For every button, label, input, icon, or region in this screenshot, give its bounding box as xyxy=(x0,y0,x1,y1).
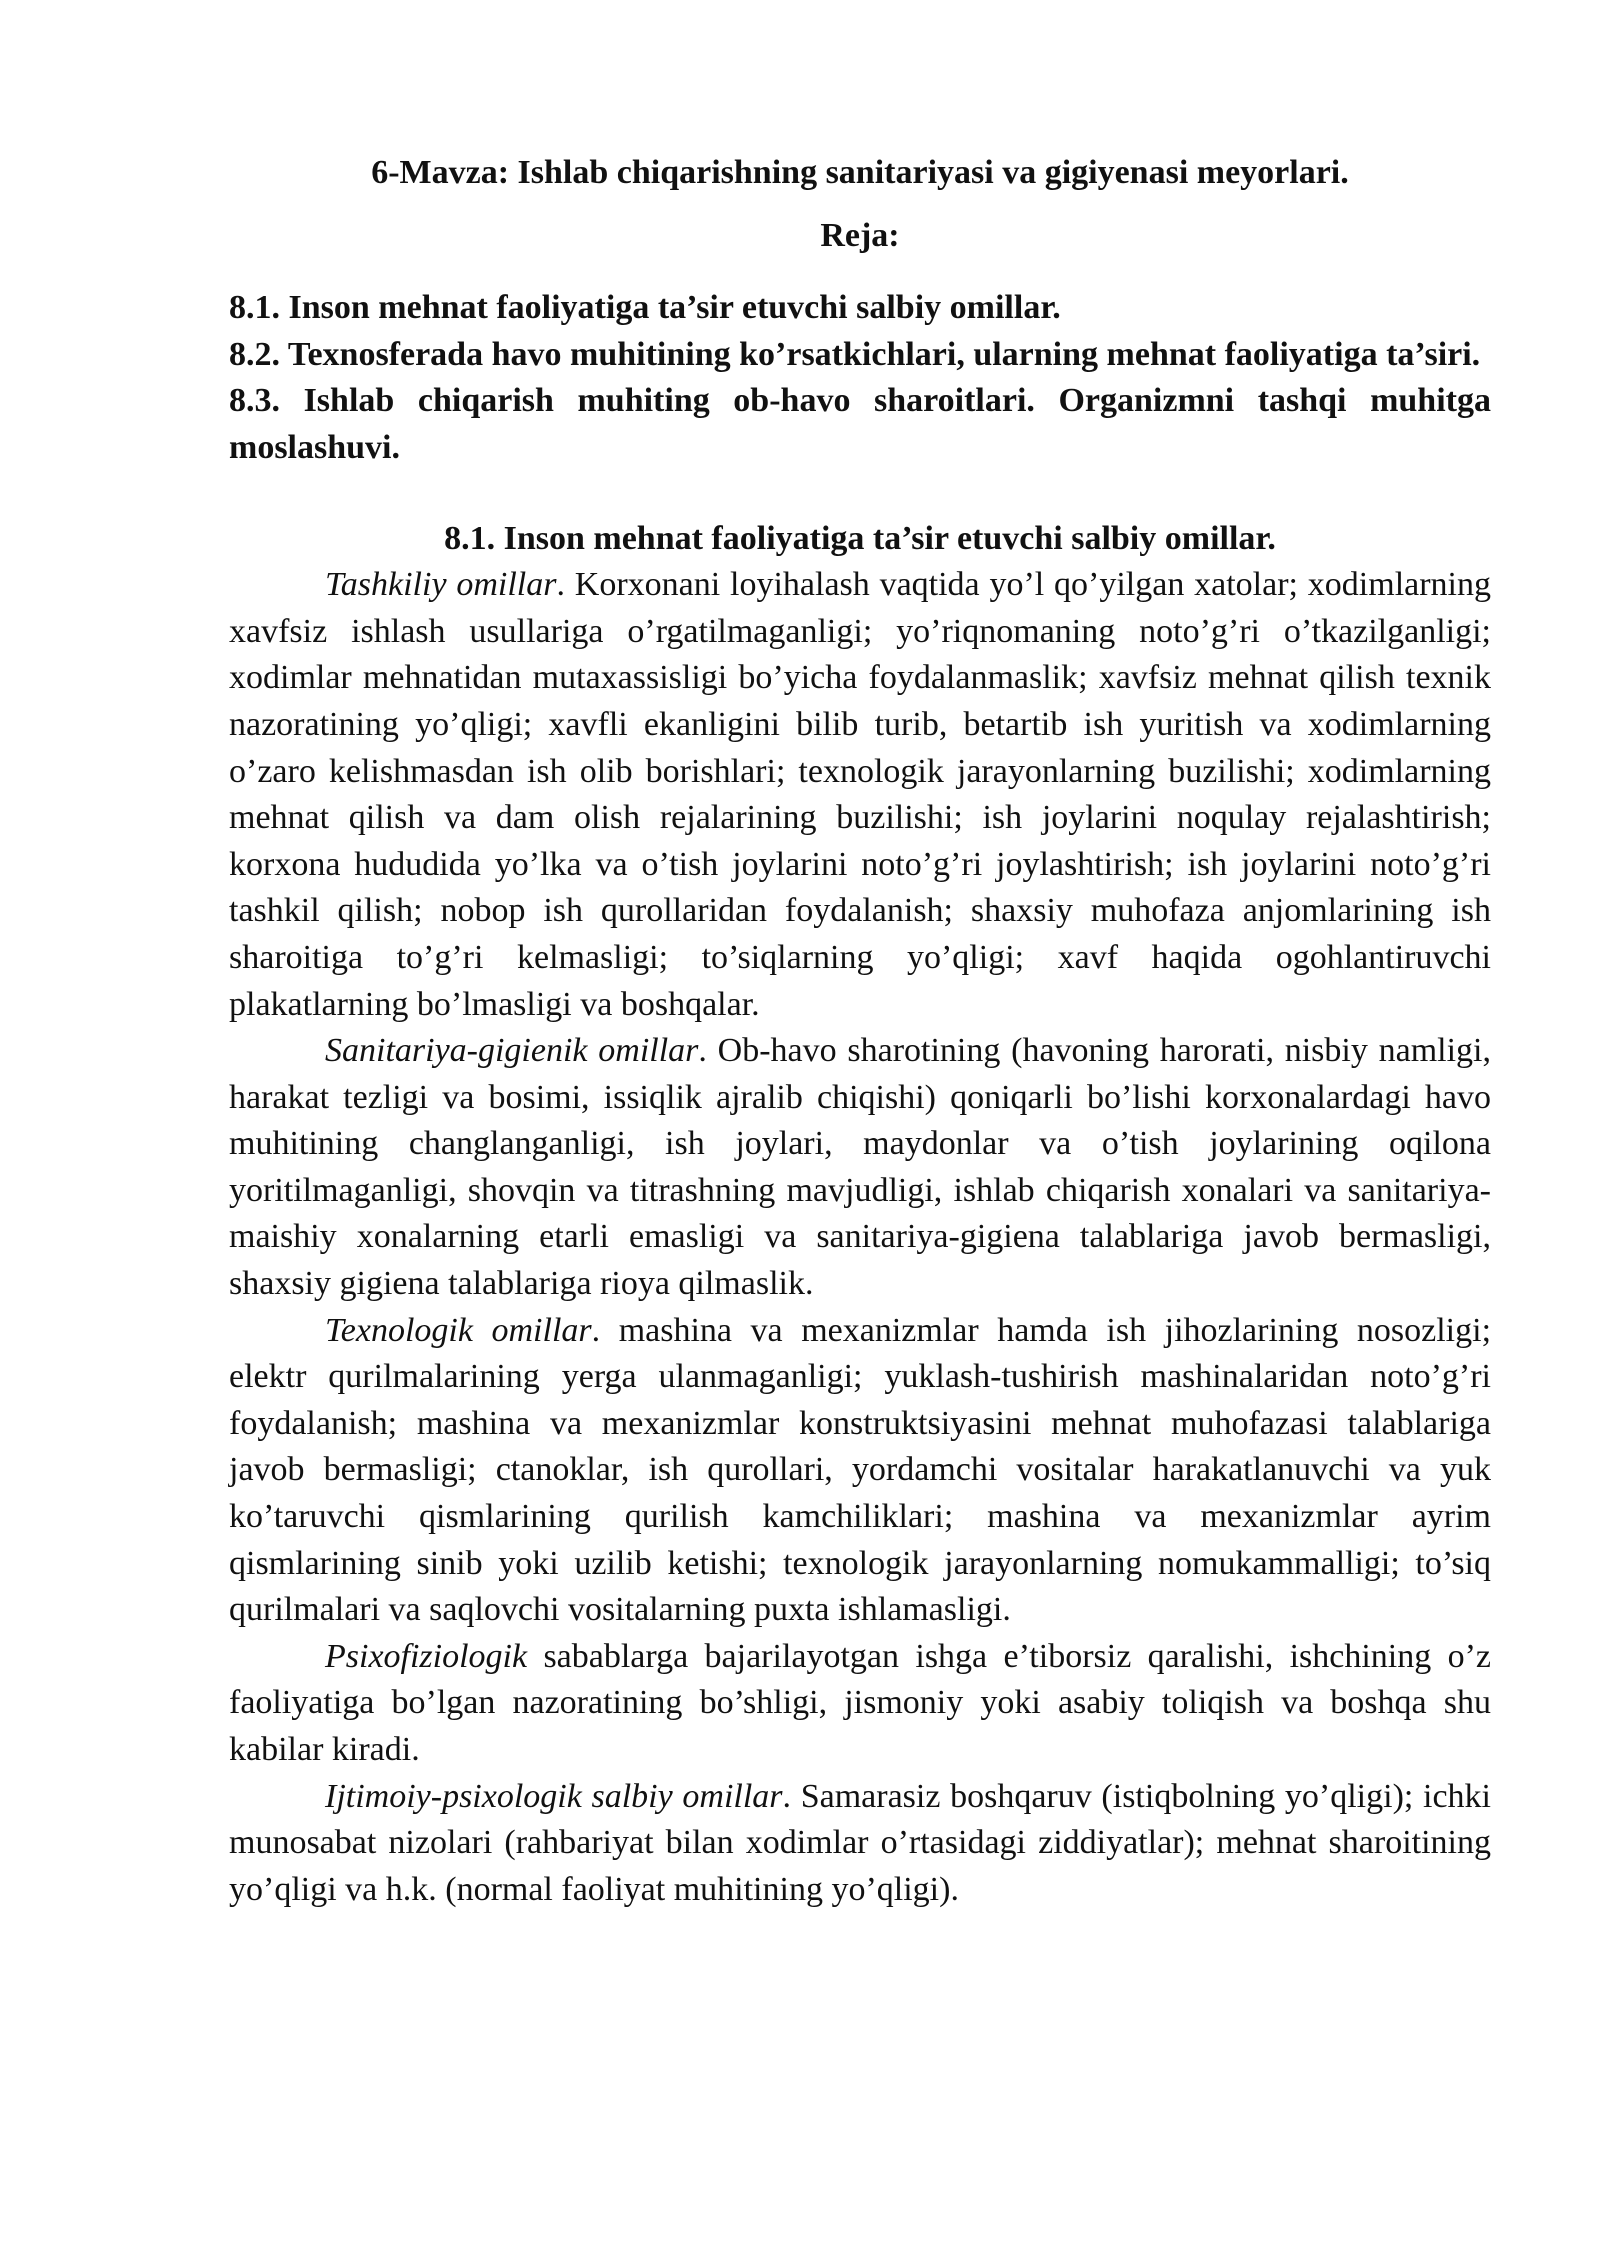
document-title: 6-Mavza: Ishlab chiqarishning sanitariyasi va gigiyenasi meyorlari. xyxy=(371,154,1349,191)
plan-item: 8.2. Texnosferada havo muhitining ko’rsatkichlari, ularning mehnat faoliyatiga ta’siri. xyxy=(229,335,1481,373)
document-page xyxy=(229,150,1491,1913)
plan-item: 8.1. Inson mehnat faoliyatiga ta’sir etuvchi salbiy omillar. xyxy=(229,289,1061,327)
paragraph-text: . Samarasiz boshqaruv (istiqbolning yo’qligi); ichki munosabat nizolari (rahbariyat bilan xodimlar o’rtasidagi ziddiyatlar); mehnat sharoitining yo’qligi va h.k. (normal faoliyat muhitining yo’qligi). xyxy=(229,1777,1491,1908)
paragraph-text: sabablarga bajarilayotgan ishga e’tiborsiz qaralishi, ishchining o’z faoliyatiga bo’lgan nazoratining bo’shligi, jismoniy yoki asabiy toliqish va boshqa shu kabilar kiradi. xyxy=(229,1637,1491,1768)
plan-list xyxy=(229,285,1491,471)
plan-item: 8.3. Ishlab chiqarish muhiting ob-havo sharoitlari. Organizmni tashqi muhitga moslashuvi. xyxy=(229,382,1491,466)
paragraph-text: . Korxonani loyihalash vaqtida yo’l qo’yilgan xatolar; xodimlarning xavfsiz ishlash usullariga o’rgatilmaganligi; yo’riqnomaning noto’g’ri o’tkazilganligi; xodimlar mehnatidan mutaxassisligi bo’yicha foydalanmaslik; xavfsiz mehnat qilish texnik nazoratining yo’qligi; xavfli ekanligini bilib turib, betartib ish yuritish va xodimlarning o’zaro kelishmasdan ish olib borishlari; texnologik jarayonlarning buzilishi; xodimlarning mehnat qilish va dam olish rejalarining buzilishi; ish joylarini noqulay rejalashtirish; korxona hududida yo’lka va o’tish joylarini noto’g’ri joylashtirish; ish joylarini noto’g’ri tashkil qilish; nobop ish qurollaridan foydalanish; shaxsiy muhofaza anjomlarining ish sharoitiga to’g’ri kelmasligi; to’siqlarning yo’qligi; xavf haqida ogohlantiruvchi plakatlarning bo’lmasligi va boshqalar. xyxy=(229,566,1491,1023)
paragraph-lead: Sanitariya-gigienik omillar xyxy=(325,1032,699,1070)
section-title: 8.1. Inson mehnat faoliyatiga ta’sir etuvchi salbiy omillar. xyxy=(444,519,1276,557)
plan-heading: Reja: xyxy=(820,216,900,254)
paragraph-lead: Tashkiliy omillar xyxy=(325,566,557,604)
paragraph-lead: Psixofiziologik xyxy=(325,1637,528,1675)
paragraph-lead: Ijtimoiy-psixologik salbiy omillar xyxy=(325,1777,783,1815)
paragraph-texnologik xyxy=(229,1308,1491,1634)
paragraph-text: . mashina va mexanizmlar hamda ish jihozlarining nosozligi; elektr qurilmalarining yerga ulanmaganligi; yuklash-tushirish mashinalaridan noto’g’ri foydalanish; mashina va mexanizmlar konstruktsiyasini mehnat muhofazasi talablariga javob bermasligi; ctanoklar, ish qurollari, yordamchi vositalar harakatlanuvchi va yuk ko’taruvchi qismlarining qurilish kamchiliklari; mashina va mexanizmlar ayrim qismlarining sinib yoki uzilib ketishi; texnologik jarayonlarning nomukammalligi; to’siq qurilmalari va saqlovchi vositalarning puxta ishlamasligi. xyxy=(229,1311,1492,1629)
paragraph-lead: Texnologik omillar xyxy=(325,1311,592,1349)
paragraph-sanitariya xyxy=(229,1028,1491,1308)
paragraph-psixofiziologik xyxy=(229,1634,1491,1774)
paragraph-tashkiliy xyxy=(229,562,1491,1028)
paragraph-ijtimoiy xyxy=(229,1774,1491,1914)
paragraph-text: . Ob-havo sharotining (havoning harorati, nisbiy namligi, harakat tezligi va bosimi, issiqlik ajralib chiqishi) qoniqarli bo’lishi korxonalardagi havo muhitining changlanganligi, ish joylari, maydonlar va o’tish joylarining oqilona yoritilmaganligi, shovqin va titrashning mavjudligi, ishlab chiqarish xonalari va sanitariya-maishiy xonalarning etarli emasligi va sanitariya-gigiena talablariga javob bermasligi, shaxsiy gigiena talablariga rioya qilmaslik. xyxy=(229,1032,1491,1303)
